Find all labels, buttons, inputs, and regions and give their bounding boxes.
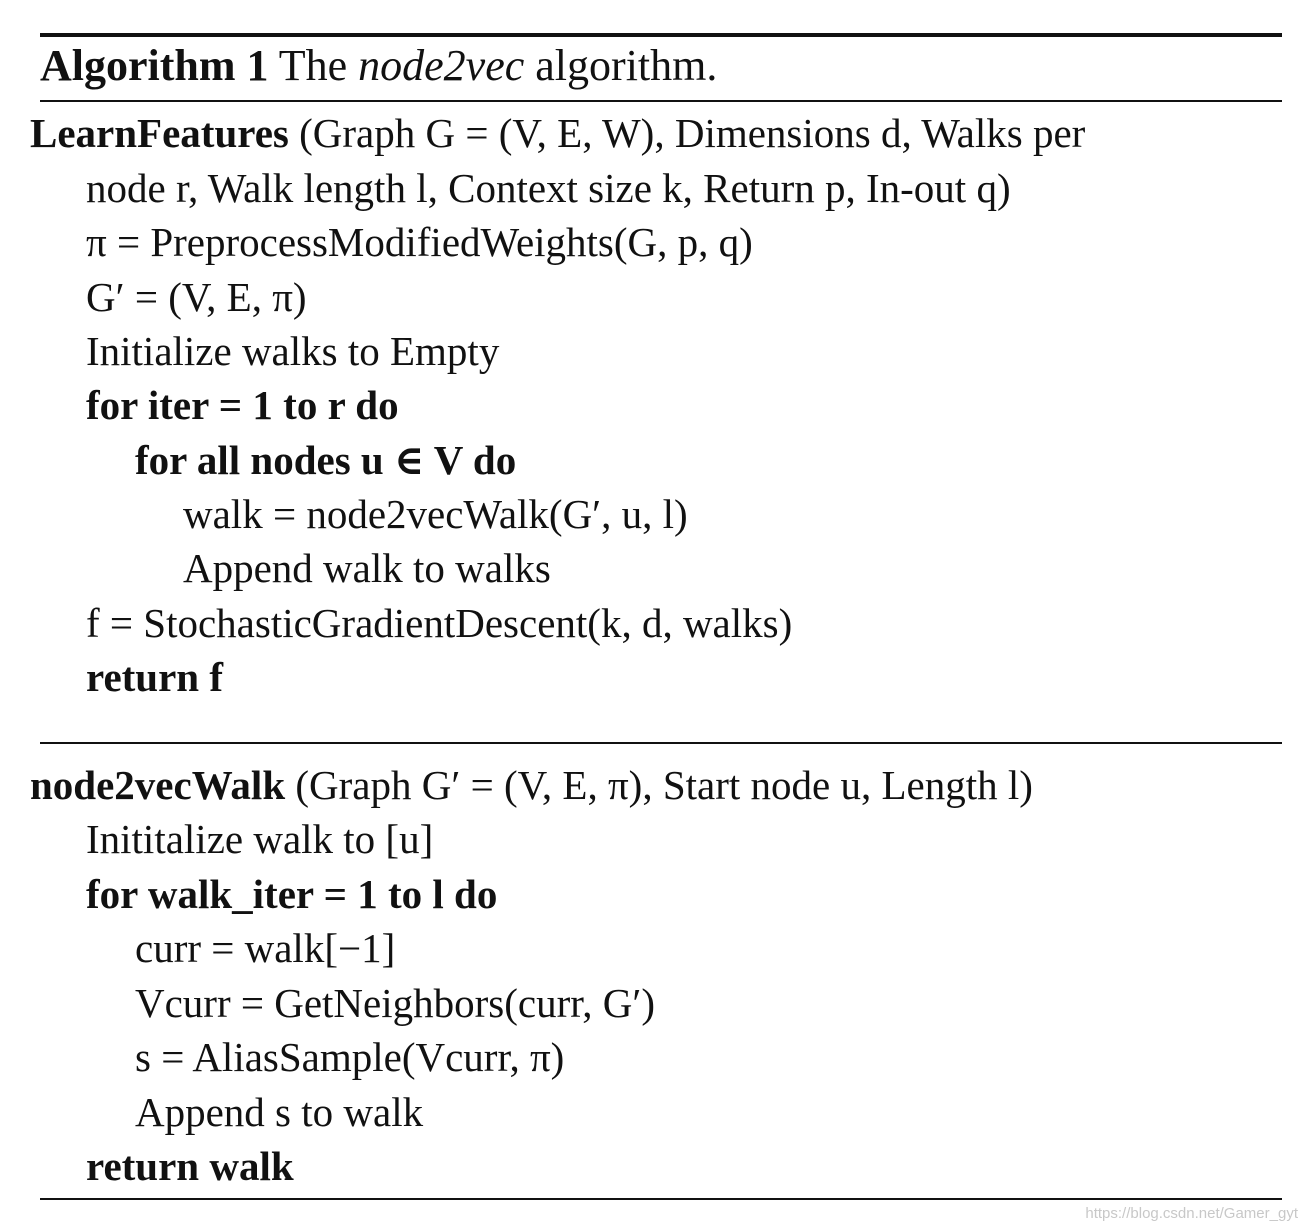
append-walk-line: Append walk to walks — [183, 545, 551, 591]
top-rule — [40, 33, 1282, 37]
learn-features-name: LearnFeatures — [30, 110, 289, 156]
node2vec-walk-header — [30, 760, 1033, 810]
return-walk-line: return walk — [86, 1143, 294, 1189]
append-s-line: Append s to walk — [135, 1089, 424, 1135]
for-walk-iter-line: for walk_iter = 1 to l do — [86, 871, 498, 917]
learn-features-args-2: node r, Walk length l, Context size k, Return p, In-out q) — [86, 165, 1011, 211]
preprocess-line: π = PreprocessModifiedWeights(G, p, q) — [86, 219, 753, 265]
get-neighbors-line: Vcurr = GetNeighbors(curr, G′) — [135, 980, 655, 1026]
for-iter-line: for iter = 1 to r do — [86, 382, 399, 428]
for-all-nodes-line: for all nodes u ∈ V do — [135, 437, 517, 483]
alias-sample-line: s = AliasSample(Vcurr, π) — [135, 1034, 565, 1080]
caption-name: node2vec — [358, 41, 525, 90]
section-rule — [40, 742, 1282, 744]
caption-text-before: The — [278, 41, 348, 90]
caption-text-after: algorithm. — [535, 41, 718, 90]
walk-call-line: walk = node2vecWalk(G′, u, l) — [183, 491, 688, 537]
sgd-line: f = StochasticGradientDescent(k, d, walks) — [86, 600, 793, 646]
algorithm-caption — [40, 40, 717, 92]
return-f-line: return f — [86, 654, 224, 700]
node2vec-walk-name: node2vecWalk — [30, 762, 286, 808]
learn-features-args-1: (Graph G = (V, E, W), Dimensions d, Walks per — [299, 110, 1086, 156]
node2vec-walk-args: (Graph G′ = (V, E, π), Start node u, Length l) — [295, 762, 1033, 808]
watermark: https://blog.csdn.net/Gamer_gyt — [1085, 1205, 1298, 1222]
learn-features-header — [30, 108, 1085, 158]
bottom-rule — [40, 1198, 1282, 1200]
curr-line: curr = walk[−1] — [135, 925, 396, 971]
initialize-walks-line: Initialize walks to Empty — [86, 328, 500, 374]
modified-graph-line: G′ = (V, E, π) — [86, 274, 307, 320]
caption-rule — [40, 100, 1282, 102]
caption-label: Algorithm 1 — [40, 41, 269, 90]
initialize-walk-line: Inititalize walk to [u] — [86, 816, 434, 862]
